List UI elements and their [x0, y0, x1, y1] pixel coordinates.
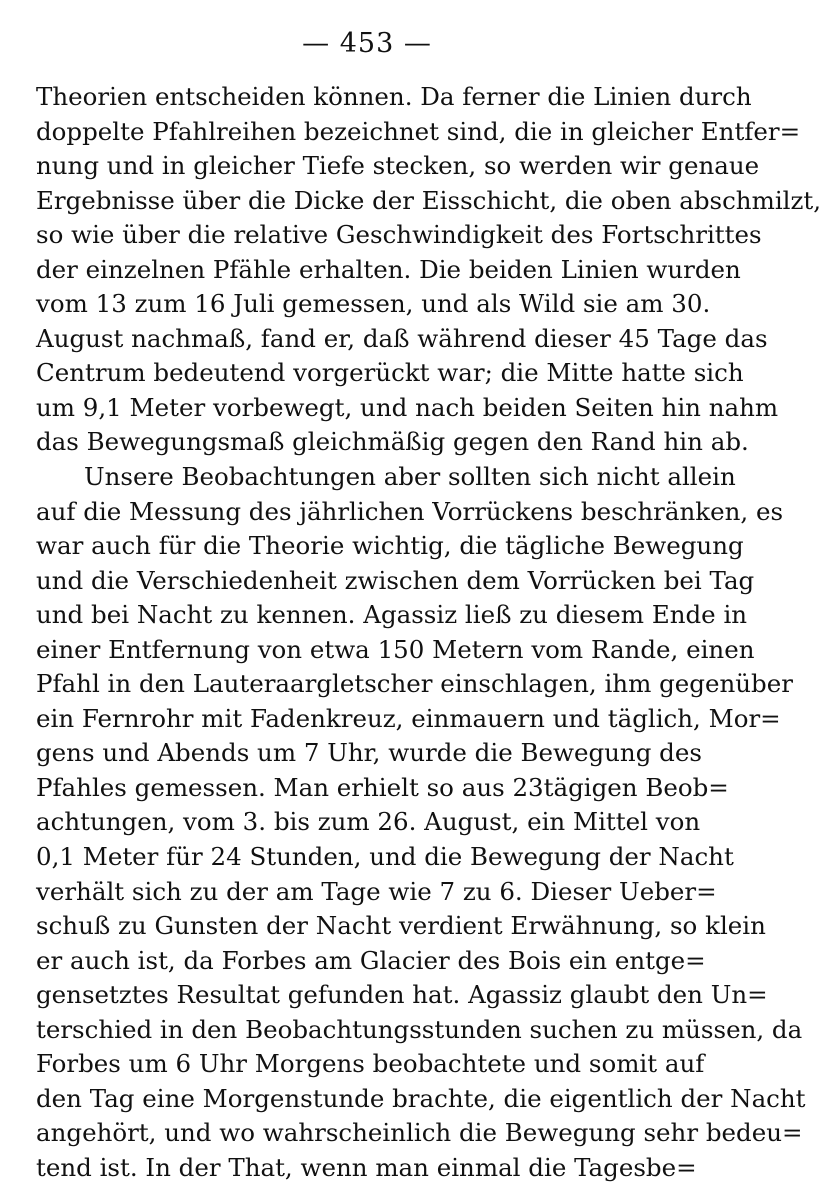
text-line: nung und in gleicher Tiefe stecken, so werden wir genaue [36, 151, 760, 181]
text-line: Ergebnisse über die Dicke der Eisschicht, die oben abschmilzt, [36, 185, 821, 215]
text-line: der einzelnen Pfähle erhalten. Die beiden Linien wurden [36, 254, 741, 284]
text-line: schuß zu Gunsten der Nacht verdient Erwähnung, so klein [36, 911, 766, 941]
body-text [36, 80, 821, 1186]
text-line: Pfahl in den Lauteraargletscher einschlagen, ihm gegenüber [36, 669, 793, 699]
text-line: Pfahles gemessen. Man erhielt so aus 23tägigen Beob= [36, 772, 729, 802]
text-line: das Bewegungsmaß gleichmäßig gegen den Rand hin ab. [36, 427, 749, 457]
text-line: gens und Abends um 7 Uhr, wurde die Bewegung des [36, 738, 702, 768]
text-line: August nachmaß, fand er, daß während dieser 45 Tage das [36, 323, 768, 353]
paragraph-first-line: Unsere Beobachtungen aber sollten sich nicht allein [84, 462, 736, 492]
text-line: gensetztes Resultat gefunden hat. Agassiz glaubt den Un= [36, 980, 768, 1010]
text-line: doppelte Pfahlreihen bezeichnet sind, die in gleicher Entfer= [36, 116, 801, 146]
text-line: um 9,1 Meter vorbewegt, und nach beiden Seiten hin nahm [36, 392, 779, 422]
text-line: angehört, und wo wahrscheinlich die Bewegung sehr bedeu= [36, 1118, 803, 1148]
text-line: auf die Messung des jährlichen Vorrückens beschränken, es [36, 496, 784, 526]
text-line: so wie über die relative Geschwindigkeit des Fortschrittes [36, 220, 762, 250]
text-line: und die Verschiedenheit zwischen dem Vorrücken bei Tag [36, 565, 755, 595]
text-line: Centrum bedeutend vorgerückt war; die Mitte hatte sich [36, 358, 744, 388]
text-line: er auch ist, da Forbes am Glacier des Bois ein entge= [36, 945, 706, 975]
text-line: verhält sich zu der am Tage wie 7 zu 6. Dieser Ueber= [36, 876, 717, 906]
text-line: Forbes um 6 Uhr Morgens beobachtete und somit auf [36, 1049, 705, 1079]
text-line: einer Entfernung von etwa 150 Metern vom Rande, einen [36, 634, 755, 664]
text-line: und bei Nacht zu kennen. Agassiz ließ zu diesem Ende in [36, 600, 748, 630]
page-number: — 453 — [302, 28, 432, 59]
text-line: Theorien entscheiden können. Da ferner die Linien durch [36, 82, 752, 111]
text-line: achtungen, vom 3. bis zum 26. August, ein Mittel von [36, 807, 701, 837]
text-line: vom 13 zum 16 Juli gemessen, und als Wild sie am 30. [36, 289, 711, 319]
text-line: tend ist. In der That, wenn man einmal die Tagesbe= [36, 1152, 697, 1182]
text-line: war auch für die Theorie wichtig, die tägliche Bewegung [36, 531, 744, 561]
text-line: terschied in den Beobachtungsstunden suchen zu müssen, da [36, 1014, 803, 1044]
text-line: ein Fernrohr mit Fadenkreuz, einmauern und täglich, Mor= [36, 703, 781, 733]
text-line: den Tag eine Morgenstunde brachte, die eigentlich der Nacht [36, 1083, 806, 1113]
text-line: 0,1 Meter für 24 Stunden, und die Bewegung der Nacht [36, 842, 734, 872]
